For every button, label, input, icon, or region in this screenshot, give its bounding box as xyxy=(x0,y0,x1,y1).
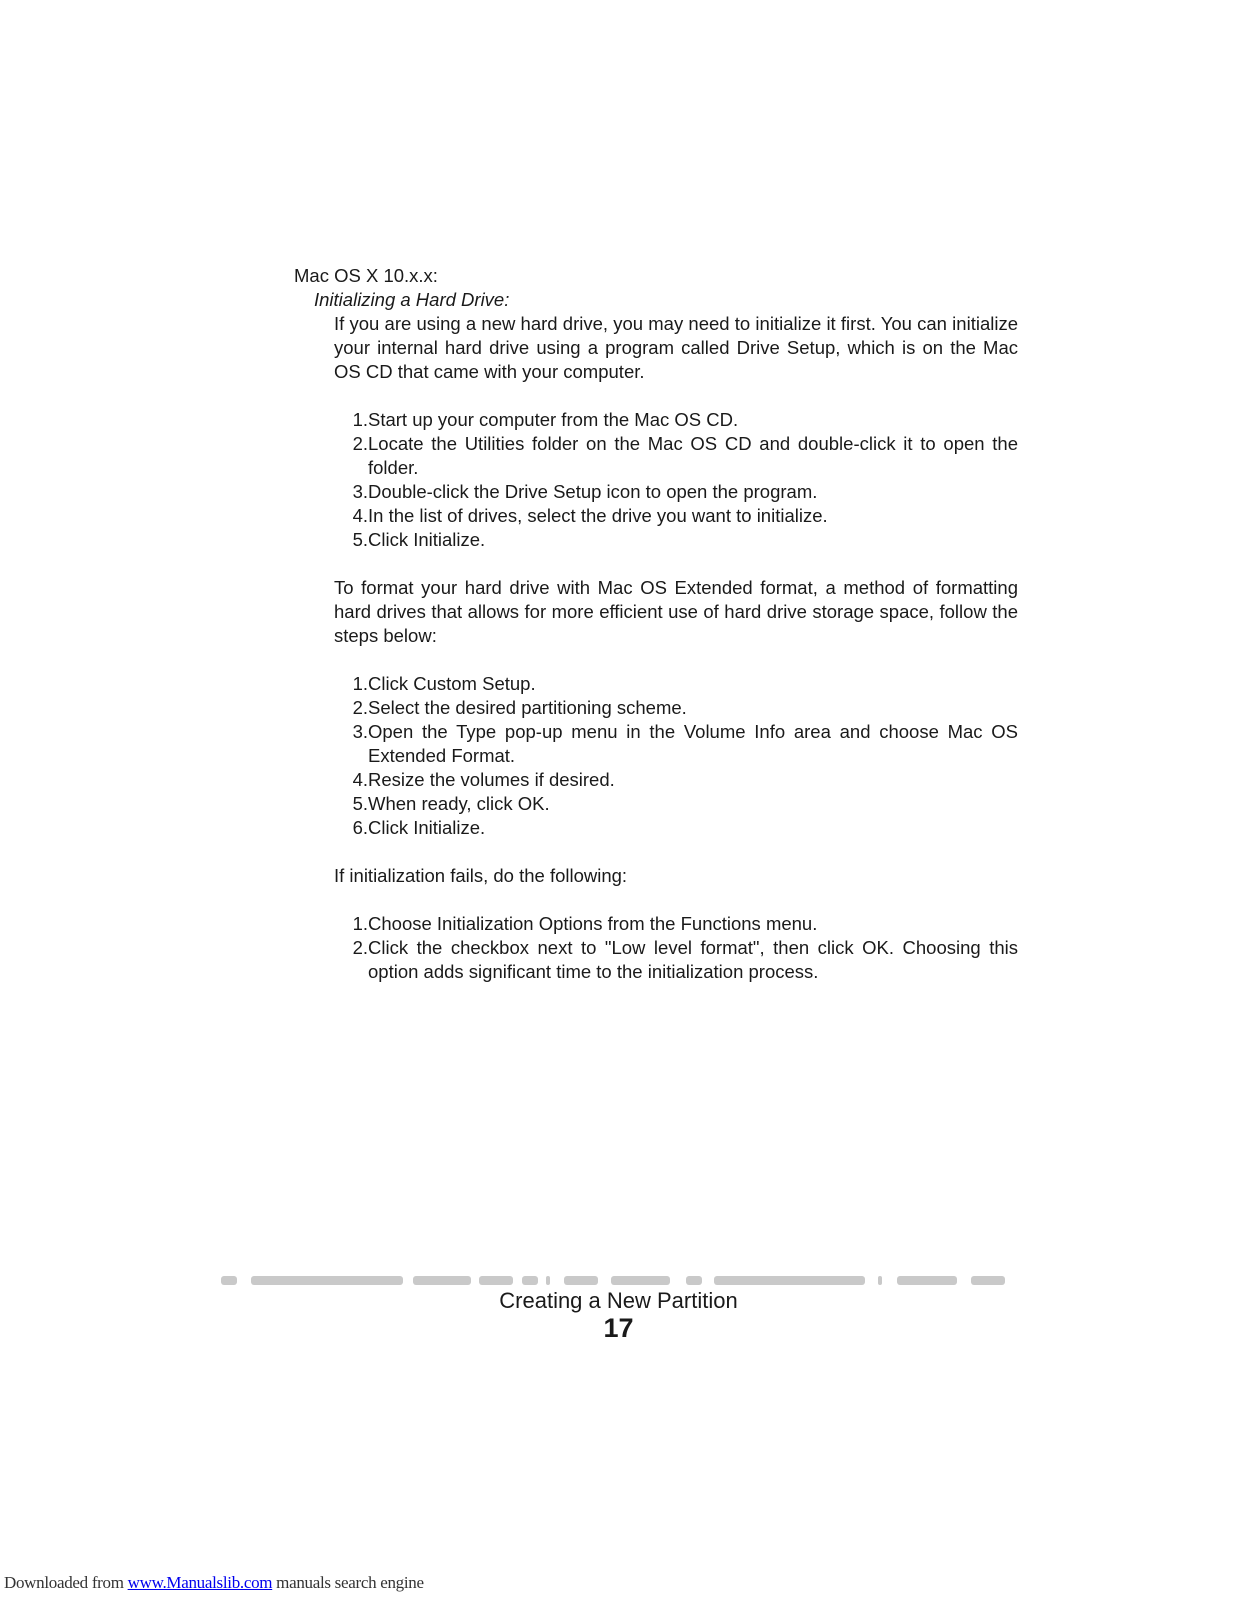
step-text: Click Initialize. xyxy=(368,817,486,838)
list-item xyxy=(334,720,1018,768)
step-number: 4. xyxy=(352,769,368,790)
format-steps-list xyxy=(334,672,1018,840)
divider-segment xyxy=(686,1276,702,1285)
step-number: 2. xyxy=(352,937,368,958)
step-text: Resize the volumes if desired. xyxy=(368,769,615,790)
list-item xyxy=(334,408,1018,432)
divider-segment xyxy=(251,1276,403,1285)
divider-segment xyxy=(546,1276,550,1285)
step-number: 1. xyxy=(352,673,368,694)
list-item xyxy=(334,936,1018,984)
step-text: In the list of drives, select the drive you want to initialize. xyxy=(368,505,828,526)
divider-segment xyxy=(878,1276,882,1285)
step-text: Start up your computer from the Mac OS CD. xyxy=(368,409,739,430)
list-item xyxy=(334,792,1018,816)
list-item xyxy=(334,816,1018,840)
step-text: Open the Type pop-up menu in the Volume Info area and choose Mac OS Extended Format. xyxy=(368,721,1018,766)
list-item xyxy=(334,504,1018,528)
list-item xyxy=(334,696,1018,720)
step-text: Select the desired partitioning scheme. xyxy=(368,697,687,718)
step-number: 3. xyxy=(352,481,368,502)
section-subheading: Initializing a Hard Drive: xyxy=(314,289,510,310)
divider-segment xyxy=(971,1276,1005,1285)
fail-intro-paragraph: If initialization fails, do the following: xyxy=(334,865,628,886)
divider-segment xyxy=(522,1276,538,1285)
divider-segment xyxy=(611,1276,670,1285)
list-item xyxy=(334,672,1018,696)
step-number: 5. xyxy=(352,529,368,550)
step-number: 4. xyxy=(352,505,368,526)
page-content xyxy=(294,264,1018,1008)
divider-segment xyxy=(564,1276,598,1285)
footer-divider-bar xyxy=(221,1276,1016,1286)
step-text: Click Initialize. xyxy=(368,529,486,550)
step-text: Click the checkbox next to "Low level format", then click OK. Choosing this option adds significant time to the initialization process. xyxy=(368,937,1018,982)
list-item xyxy=(334,912,1018,936)
divider-segment xyxy=(479,1276,513,1285)
divider-segment xyxy=(897,1276,957,1285)
step-text: Click Custom Setup. xyxy=(368,673,536,694)
step-number: 6. xyxy=(352,817,368,838)
divider-segment xyxy=(413,1276,471,1285)
step-text: Double-click the Drive Setup icon to open the program. xyxy=(368,481,818,502)
step-number: 2. xyxy=(352,433,368,454)
footer-section-title: Creating a New Partition xyxy=(499,1288,738,1313)
os-heading: Mac OS X 10.x.x: xyxy=(294,265,438,286)
divider-segment xyxy=(221,1276,237,1285)
list-item xyxy=(334,768,1018,792)
download-note-prefix: Downloaded from xyxy=(4,1573,128,1592)
step-text: When ready, click OK. xyxy=(368,793,550,814)
step-number: 1. xyxy=(352,409,368,430)
download-note-suffix: manuals search engine xyxy=(272,1573,424,1592)
page-number: 17 xyxy=(603,1313,634,1343)
fail-steps-list xyxy=(334,912,1018,984)
list-item xyxy=(334,432,1018,480)
format-intro-paragraph: To format your hard drive with Mac OS Extended format, a method of formatting hard drives that allows for more efficient use of hard drive storage space, follow the steps below: xyxy=(334,577,1018,646)
step-number: 3. xyxy=(352,721,368,742)
download-note xyxy=(4,1573,424,1593)
step-text: Choose Initialization Options from the Functions menu. xyxy=(368,913,818,934)
list-item xyxy=(334,480,1018,504)
intro-paragraph: If you are using a new hard drive, you may need to initialize it first. You can initialize your internal hard drive using a program called Drive Setup, which is on the Mac OS CD that came with your computer. xyxy=(334,313,1018,382)
step-text: Locate the Utilities folder on the Mac OS CD and double-click it to open the folder. xyxy=(368,433,1018,478)
step-number: 1. xyxy=(352,913,368,934)
divider-segment xyxy=(714,1276,865,1285)
step-number: 5. xyxy=(352,793,368,814)
init-steps-list xyxy=(334,408,1018,552)
manualslib-link[interactable]: www.Manualslib.com xyxy=(127,1573,273,1592)
step-number: 2. xyxy=(352,697,368,718)
instructions-block xyxy=(334,312,1018,984)
list-item xyxy=(334,528,1018,552)
